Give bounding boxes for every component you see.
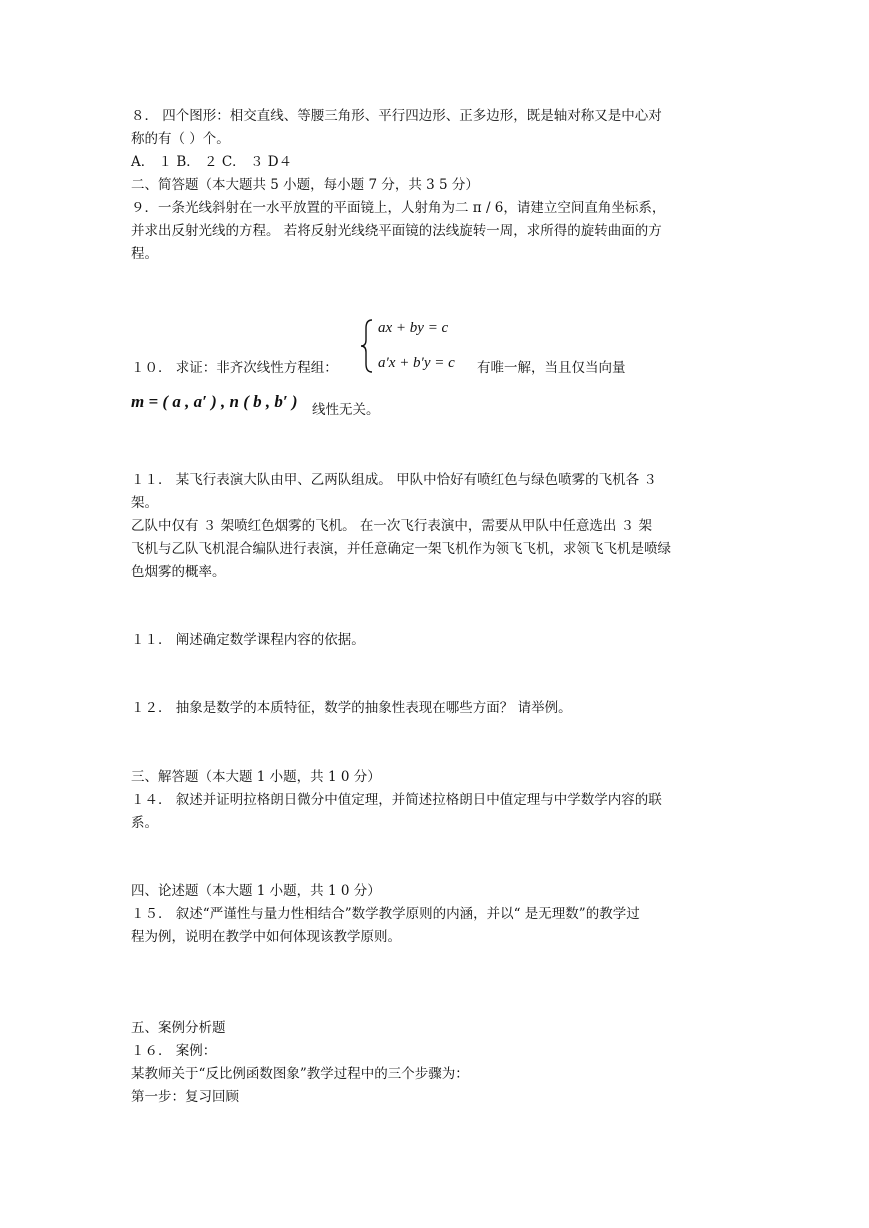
question-15-line-2: 程为例，说明在教学中如何体现该教学原则。 xyxy=(131,929,401,945)
question-12-line-1: １２． 抽象是数学的本质特征，数学的抽象性表现在哪些方面？ 请举例。 xyxy=(131,700,572,716)
vector-expression xyxy=(131,392,298,412)
question-9-line-1: ９．一条光线斜射在一水平放置的平面镜上，人射角为二 π / 6，请建立空间直角坐标系， xyxy=(131,200,666,216)
question-14-line-1: １４． 叙述并证明拉格朗日微分中值定理，并简述拉格朗日中值定理与中学数学内容的联 xyxy=(131,792,662,808)
equation-line-1: ax + by = c xyxy=(378,320,449,336)
vector-text: m = ( a , a′ ) , n ( b , b′ ) xyxy=(131,392,298,411)
question-8-line-1: ８． 四个图形：相交直线、等腰三角形、平行四边形、正多边形，既是轴对称又是中心对 xyxy=(131,108,662,124)
question-10-tail: 线性无关。 xyxy=(312,402,380,418)
question-9-line-2: 并求出反射光线的方程。 若将反射光线绕平面镜的法线旋转一周，求所得的旋转曲面的方 xyxy=(131,223,662,239)
question-16-line-3: 第一步：复习回顾 xyxy=(131,1089,239,1105)
question-11a-line-5: 色烟雾的概率。 xyxy=(131,564,226,580)
question-9-line-3: 程。 xyxy=(131,246,158,262)
question-11b-line-1: １１． 阐述确定数学课程内容的依据。 xyxy=(131,632,365,648)
section-2-heading: 二、简答题（本大题共 5 小题，每小题 7 分，共 3 5 分） xyxy=(131,177,479,193)
question-8-line-2: 称的有（ ）个。 xyxy=(131,131,230,147)
question-16-line-2: 某教师关于“反比例函数图象”教学过程中的三个步骤为： xyxy=(131,1066,469,1082)
section-3-heading: 三、解答题（本大题 1 小题，共 1 0 分） xyxy=(131,769,381,785)
question-11a-line-1: １１． 某飞行表演大队由甲、乙两队组成。 甲队中恰好有喷红色与绿色喷雾的飞机各 ３ xyxy=(131,472,657,488)
question-16-line-1: １６． 案例： xyxy=(131,1043,217,1059)
question-15-line-1: １５． 叙述“严谨性与量力性相结合”数学教学原则的内涵，并以“ 是无理数”的教学过 xyxy=(131,906,640,922)
question-8-options: A． １ B． ２ C． ３ D４ xyxy=(131,154,293,170)
question-11a-line-3: 乙队中仅有 ３ 架喷红色烟雾的飞机。 在一次飞行表演中，需要从甲队中任意选出 ３ 架 xyxy=(131,518,652,534)
question-10-suffix: 有唯一解，当且仅当向量 xyxy=(477,360,626,376)
question-11a-line-2: 架。 xyxy=(131,495,158,511)
question-11a-line-4: 飞机与乙队飞机混合编队进行表演，并任意确定一架飞机作为领飞飞机，求领飞飞机是喷绿 xyxy=(131,541,671,557)
equation-line-2: a′x + b′y = c xyxy=(378,355,455,371)
question-10-prefix: １０． 求证：非齐次线性方程组： xyxy=(131,360,338,376)
section-4-heading: 四、论述题（本大题 1 小题，共 1 0 分） xyxy=(131,883,381,899)
section-5-heading: 五、案例分析题 xyxy=(131,1020,226,1036)
equation-brace xyxy=(360,318,374,374)
question-14-line-2: 系。 xyxy=(131,815,158,831)
